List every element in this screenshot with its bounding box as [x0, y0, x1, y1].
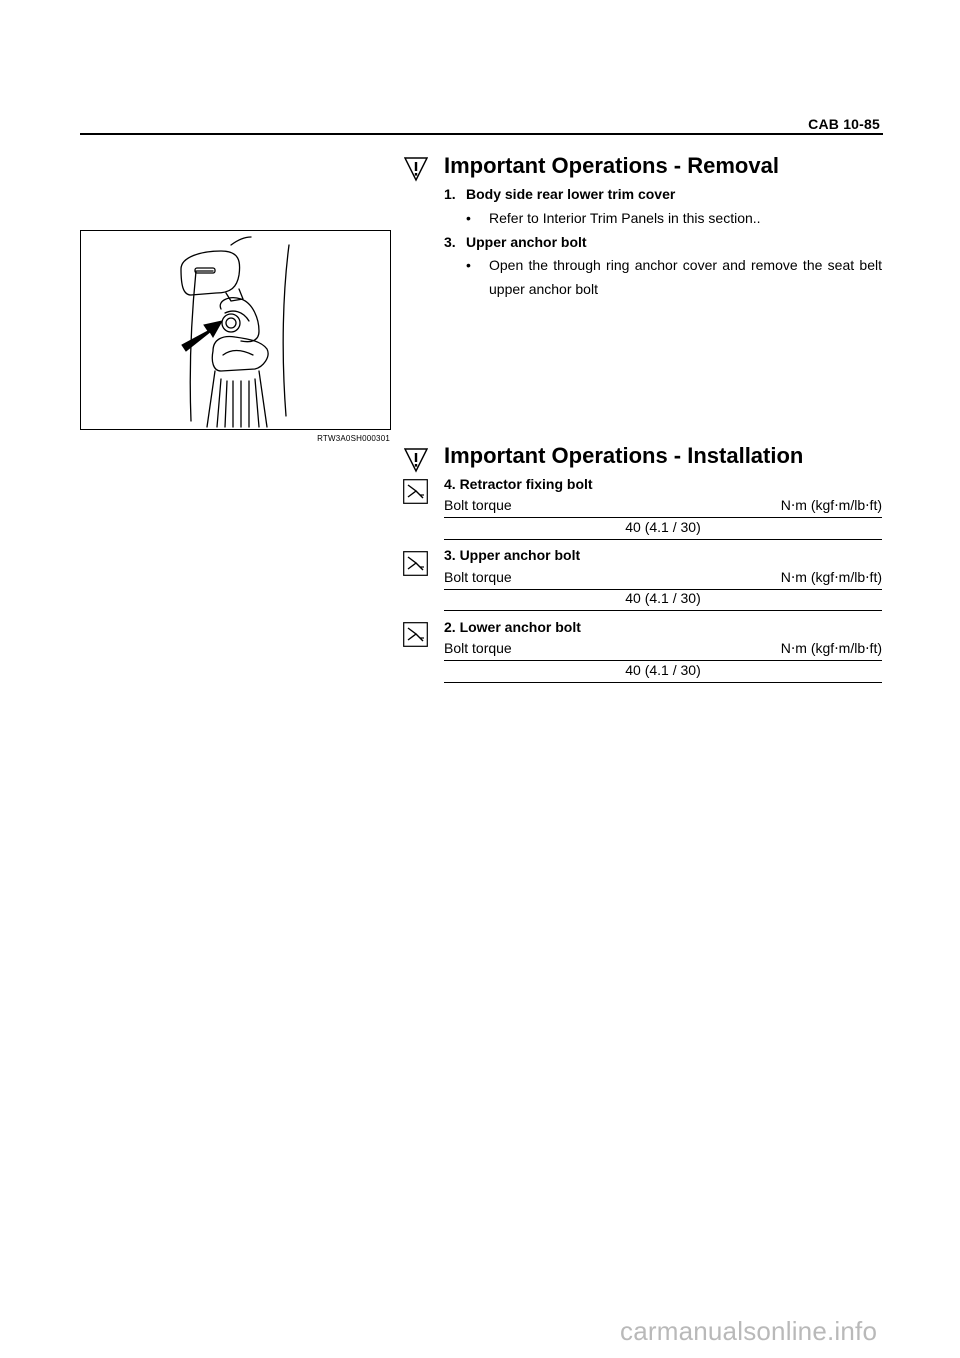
torque-item-title: 3. Upper anchor bolt	[444, 547, 581, 563]
torque-spec-row	[444, 569, 882, 590]
removal-step-3-bullet	[466, 253, 882, 301]
torque-wrench-icon	[403, 551, 428, 576]
bullet-icon: •	[466, 257, 471, 273]
step-number: 3.	[444, 234, 456, 250]
torque-label: Bolt torque	[444, 569, 512, 585]
torque-spec-row	[444, 640, 882, 661]
installation-heading: Important Operations - Installation	[444, 443, 804, 468]
torque-unit: N⋅m (kgf⋅m/lb⋅ft)	[780, 640, 882, 656]
torque-spec-row	[444, 497, 882, 518]
seatbelt-illustration	[81, 231, 390, 429]
torque-item-title: 2. Lower anchor bolt	[444, 619, 581, 635]
torque-unit: N⋅m (kgf⋅m/lb⋅ft)	[780, 497, 882, 513]
bullet-text: Refer to Interior Trim Panels in this section..	[489, 210, 761, 226]
step-number: 1.	[444, 186, 456, 202]
bullet-icon: •	[466, 210, 471, 226]
torque-label: Bolt torque	[444, 640, 512, 656]
torque-value: 40 (4.1 / 30)	[444, 519, 882, 540]
caution-triangle-icon	[404, 156, 428, 182]
seatbelt-figure	[80, 230, 391, 430]
torque-wrench-icon	[403, 479, 428, 504]
torque-unit: N⋅m (kgf⋅m/lb⋅ft)	[780, 569, 882, 585]
removal-step-3	[444, 234, 587, 250]
torque-value: 40 (4.1 / 30)	[444, 590, 882, 611]
removal-step-1-bullet	[466, 206, 882, 230]
figure-code: RTW3A0SH000301	[317, 434, 390, 443]
torque-label: Bolt torque	[444, 497, 512, 513]
header-title: CAB 10-85	[808, 116, 880, 132]
header-rule	[80, 133, 883, 135]
removal-step-1	[444, 186, 675, 202]
step-title: Body side rear lower trim cover	[466, 186, 676, 202]
bullet-text: Open the through ring anchor cover and remove the seat belt upper anchor bolt	[489, 257, 882, 297]
watermark: carmanualsonline.info	[620, 1316, 878, 1346]
step-title: Upper anchor bolt	[466, 234, 587, 250]
torque-item-title: 4. Retractor fixing bolt	[444, 476, 593, 492]
torque-value: 40 (4.1 / 30)	[444, 662, 882, 683]
removal-heading: Important Operations - Removal	[444, 153, 779, 178]
caution-triangle-icon	[404, 447, 428, 473]
torque-wrench-icon	[403, 622, 428, 647]
